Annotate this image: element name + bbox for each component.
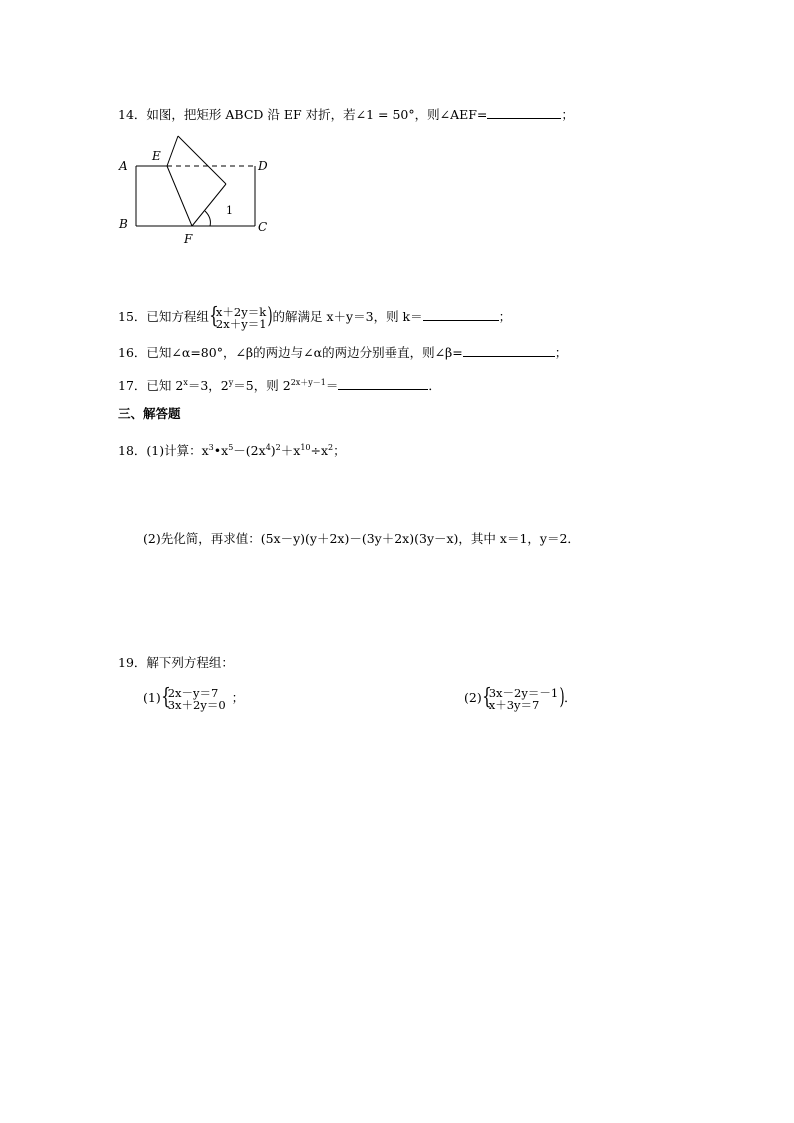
label-a: A xyxy=(119,159,128,173)
question-14-text: 14．如图，把矩形 ABCD 沿 EF 对折，若∠1 = 50°，则∠AEF= xyxy=(118,107,488,122)
q18-p1-e: ＋x xyxy=(280,443,301,458)
question-16 xyxy=(118,344,567,361)
q18-exp-1: 3 xyxy=(208,443,214,452)
system-1-eq-1: 2x－y＝7 xyxy=(167,685,219,700)
system-2-end: ． xyxy=(564,690,577,705)
system-2-label: (2) xyxy=(464,690,482,705)
flap-edge-right xyxy=(178,136,226,184)
label-b: B xyxy=(119,217,128,231)
label-angle-1: 1 xyxy=(226,204,233,217)
equation-system-19-2: { 3x－2y＝－1 x＋3y＝7 ) xyxy=(481,684,565,712)
rectangle-fold-figure xyxy=(114,132,284,252)
system-1-eq-2: 3x＋2y＝0 xyxy=(167,697,226,712)
crease-ef xyxy=(167,166,192,226)
question-14-end: ； xyxy=(561,107,574,122)
section-heading: 三、解答题 xyxy=(118,406,181,421)
question-16-text: 16．已知∠α=80°，∠β的两边与∠α的两边分别垂直，则∠β= xyxy=(118,345,463,360)
question-17-part-c: ＝5，则 2 xyxy=(233,378,291,393)
question-17-part-a: 17．已知 2 xyxy=(118,378,184,393)
q18-p1-f: ÷x xyxy=(310,443,329,458)
question-14 xyxy=(118,106,574,123)
question-15-prefix: 15．已知方程组 xyxy=(118,309,209,324)
system-2-eq-1: 3x－2y＝－1 xyxy=(488,685,559,700)
question-18-part-1 xyxy=(118,440,346,459)
answer-blank-16[interactable] xyxy=(463,344,555,357)
system-2-eq-2: x＋3y＝7 xyxy=(488,697,540,712)
label-f: F xyxy=(184,232,193,246)
q18-p1-d: ) xyxy=(270,443,276,458)
q18-p1-c: －(2x xyxy=(233,443,266,458)
label-d: D xyxy=(258,159,268,173)
label-c: C xyxy=(258,220,268,234)
answer-blank-15[interactable] xyxy=(423,308,499,321)
question-17-end: ． xyxy=(428,378,441,393)
flap-edge-top xyxy=(167,136,178,166)
question-15 xyxy=(118,305,511,330)
q18-exp-5: 10 xyxy=(300,443,311,452)
q18-p1-g: ； xyxy=(333,443,346,458)
angle-1-arc xyxy=(205,211,210,226)
equation-system-15: { x＋2y＝k 2x＋y＝1 ) xyxy=(208,303,273,331)
q18-exp-2: 5 xyxy=(228,443,234,452)
question-17 xyxy=(118,375,441,394)
equation-15-1: x＋2y＝k xyxy=(215,304,267,319)
answer-blank-17[interactable] xyxy=(338,377,428,390)
exponent-y: y xyxy=(228,378,234,387)
question-19-system-1 xyxy=(143,686,244,711)
question-17-part-b: ＝3，2 xyxy=(187,378,229,393)
q18-p1-b: •x xyxy=(213,443,229,458)
system-1-label: (1) xyxy=(143,690,161,705)
question-19-system-2 xyxy=(464,686,577,711)
equation-system-19-1: { 2x－y＝7 3x＋2y＝0 xyxy=(160,684,226,712)
flap-edge-bottom xyxy=(192,184,226,226)
label-e: E xyxy=(152,149,161,163)
question-16-end: ； xyxy=(554,345,568,360)
exponent-x: x xyxy=(183,378,188,387)
q18-exp-6: 2 xyxy=(328,443,334,452)
exponent-2x-y-1: 2x＋y－1 xyxy=(290,378,326,387)
question-19-title: 19．解下列方程组： xyxy=(118,655,234,670)
answer-blank-14[interactable] xyxy=(487,106,561,119)
q18-exp-3: 4 xyxy=(265,443,271,452)
q18-exp-4: 2 xyxy=(275,443,281,452)
question-17-part-d: ＝ xyxy=(325,378,339,393)
question-18-part-2: (2)先化简，再求值：(5x－y)(y＋2x)－(3y＋2x)(3y－x)，其中 x＝1，y＝2． xyxy=(143,531,580,546)
system-1-end: ； xyxy=(231,690,245,705)
q18-p1-a: 18．(1)计算：x xyxy=(118,443,209,458)
question-15-end: ； xyxy=(498,309,512,324)
question-15-mid: 的解满足 x＋y＝3，则 k＝ xyxy=(272,309,423,324)
equation-15-2: 2x＋y＝1 xyxy=(215,316,267,331)
